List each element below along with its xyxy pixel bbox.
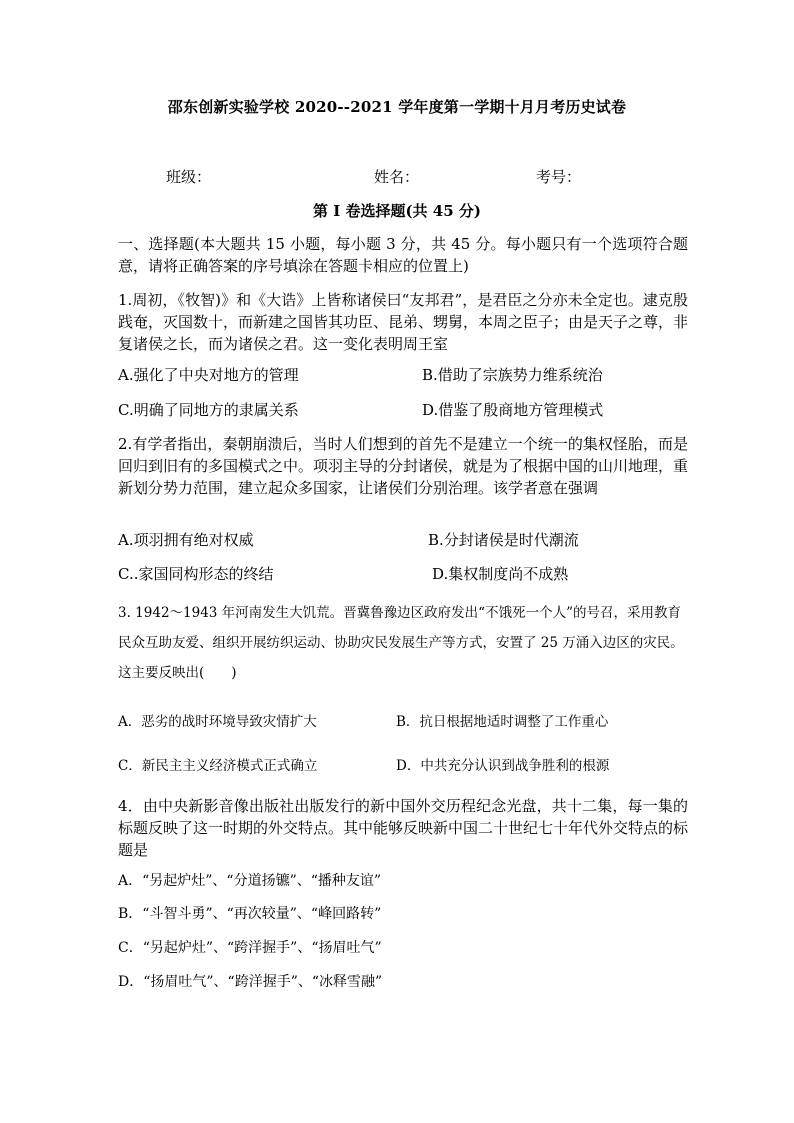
question-4-option-a: A．“另起炉灶”、“分道扬镳”、“播种友谊” (118, 873, 382, 889)
question-3-option-c: C．新民主主义经济模式正式确立 (118, 758, 318, 774)
question-1-option-c: C.明确了同地方的隶属关系 (118, 401, 299, 419)
question-2-option-a: A.项羽拥有绝对权威 (118, 531, 254, 549)
section-title: 第 I 卷选择题(共 45 分) (313, 202, 481, 220)
question-4-option-b: B．“斗智斗勇”、“再次较量”、“峰回路转” (118, 906, 382, 922)
question-3-option-b: B．抗日根据地适时调整了工作重心 (396, 714, 609, 730)
question-3-option-a: A．恶劣的战时环境导致灾情扩大 (118, 714, 317, 730)
question-2-option-b: B.分封诸侯是时代潮流 (428, 531, 579, 549)
question-1-option-b: B.借助了宗族势力维系统治 (422, 366, 603, 384)
id-label: 考号： (536, 168, 582, 186)
question-2-stem: 2.有学者指出，秦朝崩溃后，当时人们想到的首先不是建立一个统一的集权怪胎，而是回归到旧有的多国模式之中。项羽主导的分封诸侯，就是为了根据中国的山川地理，重新划分势力范围，建立起众多国家，让诸侯们分别治理。该学者意在强调 (118, 435, 689, 497)
question-4-option-d: D．“扬眉吐气”、“跨洋握手”、“冰释雪融” (118, 974, 383, 990)
question-1-option-d: D.借鉴了殷商地方管理模式 (422, 401, 604, 419)
exam-title: 邵东创新实验学校 2020--2021 学年度第一学期十月月考历史试卷 (167, 98, 627, 116)
question-2-option-c: C..家国同构形态的终结 (118, 565, 274, 583)
question-2-option-d: D.集权制度尚不成熟 (432, 565, 569, 583)
section-instructions: 一、选择题(本大题共 15 小题，每小题 3 分，共 45 分。每小题只有一个选项符合题意，请将正确答案的序号填涂在答题卡相应的位置上) (118, 235, 688, 275)
question-4-option-c: C．“另起炉灶”、“跨洋握手”、“扬眉吐气” (118, 940, 382, 956)
question-1-option-a: A.强化了中央对地方的管理 (118, 366, 299, 384)
question-4-stem: 4．由中央新影音像出版社出版发行的新中国外交历程纪念光盘，共十二集，每一集的标题反映了这一时期的外交特点。其中能够反映新中国二十世纪七十年代外交特点的标题是 (118, 797, 689, 859)
question-3-option-d: D．中共充分认识到战争胜利的根源 (396, 758, 610, 774)
name-label: 姓名： (374, 168, 420, 186)
class-label: 班级： (166, 168, 212, 186)
question-1-stem: 1.周初，《牧智)》和《大诰》上皆称诸侯曰“友邦君”，是君臣之分亦未全定也。逮克殷践奄，灭国数十，而新建之国皆其功臣、昆弟、甥舅，本周之臣子；由是天子之尊，非复诸侯之长，而为诸侯之君。这一变化表明周王室 (118, 291, 689, 353)
student-info-row (0, 166, 794, 188)
question-3-stem: 3. 1942～1943 年河南发生大饥荒。晋冀鲁豫边区政府发出“不饿死一个人”的号召，采用教育民众互助友爱、组织开展纺织运动、协助灾民发展生产等方式，安置了 25 万涌入边区的灾民。这主要反映出( ) (118, 605, 684, 681)
